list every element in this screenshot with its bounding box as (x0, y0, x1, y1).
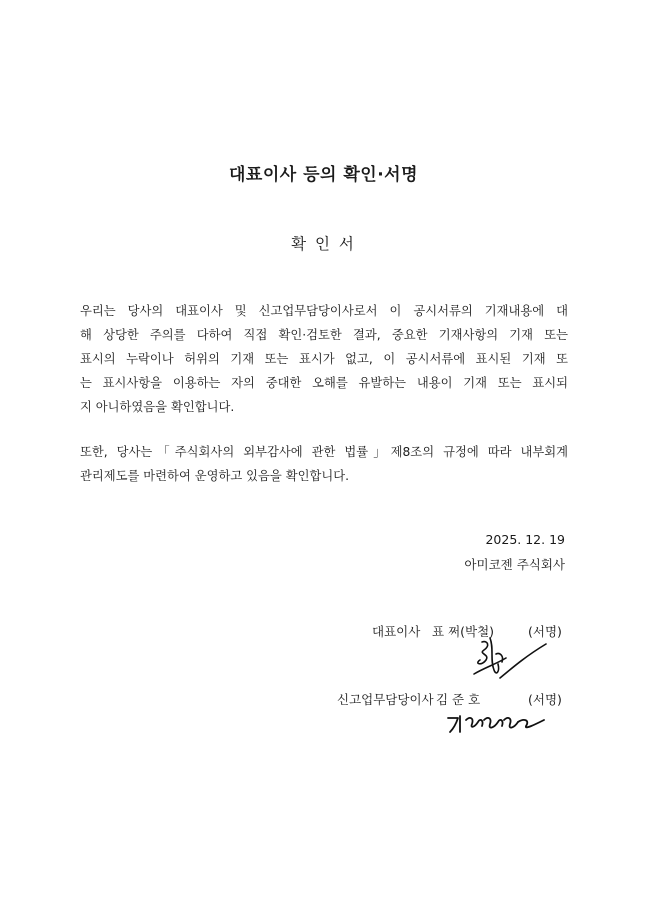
internal-control-paragraph (80, 440, 568, 488)
ceo-signature-label: (서명) (528, 624, 562, 639)
disclosure-officer-signature-label: (서명) (528, 692, 562, 707)
ceo-role-label: 대표이사 (372, 624, 421, 639)
paragraph-line: 해 상당한 주의를 다하여 직접 확인·검토한 결과, 중요한 기재사항의 기재 또는 (80, 328, 568, 342)
paragraph-line: 우리는 당사의 대표이사 및 신고업무담당이사로서 이 공시서류의 기재내용에 대 (80, 304, 568, 318)
paragraph-line: 는 표시사항을 이용하는 자의 중대한 오해를 유발하는 내용이 기재 또는 표시되 (80, 376, 568, 390)
disclosure-officer-signature-image (444, 712, 548, 736)
ceo-name: 표 쩌(박철) (432, 624, 495, 639)
document-date: 2025. 12. 19 (485, 532, 565, 547)
document-subtitle: 확 인 서 (291, 235, 356, 253)
confirmation-paragraph (80, 299, 568, 419)
document-title: 대표이사 등의 확인·서명 (228, 165, 418, 185)
paragraph-line: 지 아니하였음을 확인합니다. (80, 400, 235, 414)
disclosure-officer-role-label: 신고업무담당이사 (337, 692, 434, 707)
paragraph-line: 표시의 누락이나 허위의 기재 또는 표시가 없고, 이 공시서류에 표시된 기재 또 (80, 352, 568, 366)
paragraph-line: 또한, 당사는「주식회사의 외부감사에 관한 법률」제8조의 규정에 따라 내부회계 (80, 445, 568, 459)
ceo-signature-image (460, 634, 552, 686)
disclosure-officer-name: 김 준 호 (436, 692, 481, 707)
paragraph-line: 관리제도를 마련하여 운영하고 있음을 확인합니다. (80, 469, 349, 483)
company-name: 아미코젠 주식회사 (464, 557, 565, 572)
